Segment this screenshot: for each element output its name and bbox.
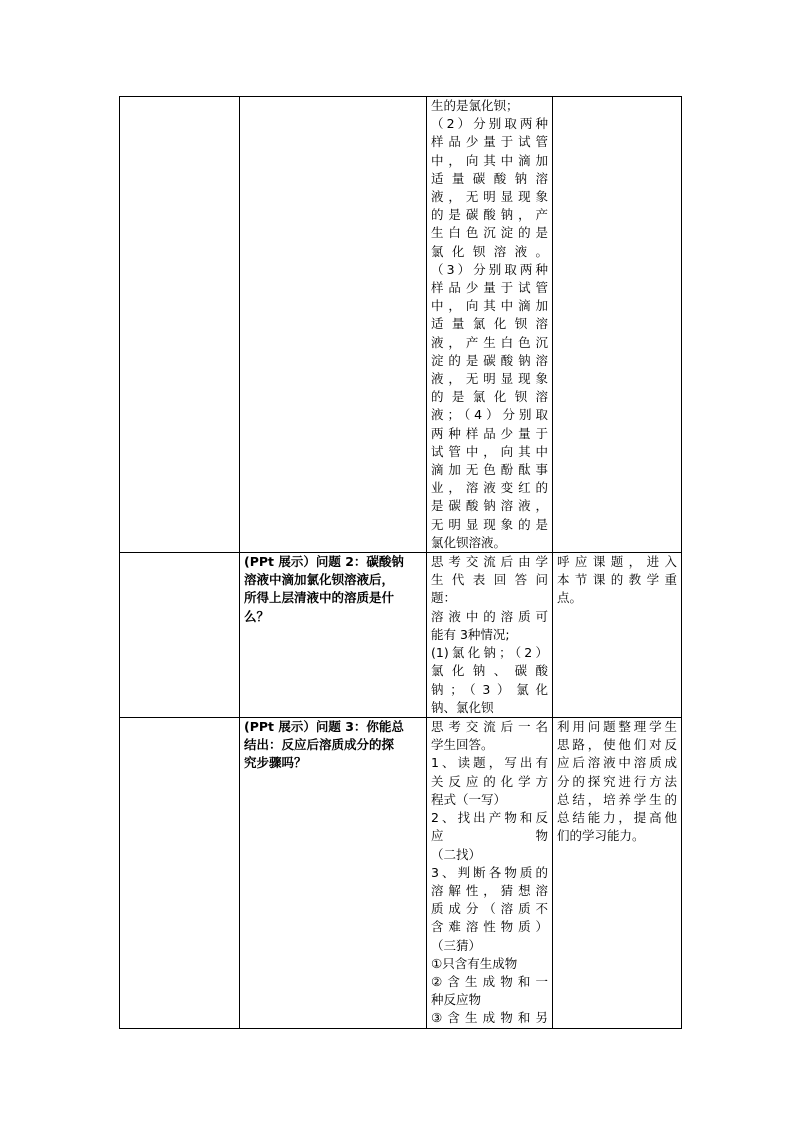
cell-student-activity — [427, 97, 553, 553]
text-line: 的是碳酸钠，产 — [431, 207, 548, 223]
lesson-plan-table — [119, 96, 682, 1029]
text-line: 3、判断各物质的 — [431, 864, 548, 880]
cell-student-activity — [427, 718, 553, 1028]
text-line: 本节课的教学重 — [557, 572, 677, 588]
text-line: （三猜） — [431, 937, 482, 953]
cell-stage — [120, 553, 240, 718]
text-line: 溶液中的溶质可 — [431, 608, 548, 624]
text-line: 呼应课题，进入 — [557, 554, 677, 570]
text-line: 总结，培养学生的 — [557, 791, 677, 807]
text-line: 两种样品少量于 — [431, 425, 548, 441]
text-line: 样品少量于试管 — [431, 280, 548, 296]
cell-design-intent — [553, 97, 682, 553]
text-line: 应 物 — [431, 828, 548, 844]
cell-design-intent — [553, 718, 682, 1028]
cell-student-activity — [427, 553, 553, 718]
text-line: 氯化钡溶液。 — [431, 243, 548, 259]
text-line: 适量氯化钡溶 — [431, 316, 548, 332]
text-line: 氯化钡溶液。 — [431, 534, 507, 550]
cell-teacher-activity — [240, 718, 427, 1028]
text-line: 适量碳酸钠溶 — [431, 170, 548, 186]
text-line: （二找） — [431, 846, 482, 862]
text-line: 应后溶液中溶质成 — [557, 755, 677, 771]
text-line: 1、读题，写出有 — [431, 755, 548, 771]
table-row — [120, 553, 682, 718]
text-line: 液，无明显现象 — [431, 371, 548, 387]
text-line: （2）分别取两种 — [431, 116, 548, 132]
text-line: 试管中，向其中 — [431, 443, 548, 459]
text-line: ①只含有生成物 — [431, 955, 518, 971]
text-line: 关反应的化学方 — [431, 773, 548, 789]
text-line: ②含生成物和一 — [431, 973, 548, 989]
table-row — [120, 718, 682, 1028]
text-line: 样品少量于试管 — [431, 134, 548, 150]
table-row — [120, 97, 682, 553]
text-line: (1)氯化钠；（2） — [431, 645, 548, 661]
text-line: 思路，使他们对反 — [557, 737, 677, 753]
text-line: 中，向其中滴加 — [431, 152, 548, 168]
text-line: 无明显现象的是 — [431, 516, 548, 532]
text-line: 是碳酸钠溶液， — [431, 498, 548, 514]
text-line: 液，无明显现象 — [431, 189, 548, 205]
text-line: 总结能力，提高他 — [557, 810, 677, 826]
text-line: 所得上层清液中的溶质是什 — [244, 590, 395, 606]
text-line: 题： — [431, 590, 457, 606]
text-line: 们的学习能力。 — [557, 828, 645, 844]
cell-teacher-activity — [240, 553, 427, 718]
text-line: 学生回答。 — [431, 737, 494, 753]
text-line: 钠；（3）氯化 — [431, 681, 548, 697]
text-line: 溶解性，猜想溶 — [431, 882, 548, 898]
text-line: 生白色沉淀的是 — [431, 225, 548, 241]
text-line: 淀的是碳酸钠溶 — [431, 352, 548, 368]
text-line: 2、找出产物和反 — [431, 810, 548, 826]
cell-stage — [120, 718, 240, 1028]
text-line: 滴加无色酚酞事 — [431, 462, 548, 478]
text-line: 程式（一写） — [431, 791, 507, 807]
text-line: (PPt 展示）问题 2：碳酸钠 — [244, 554, 404, 570]
text-line: 的是氯化钡溶 — [431, 389, 548, 405]
text-line: 液；（4）分别取 — [431, 407, 548, 423]
text-line: 点。 — [557, 590, 583, 606]
text-line: 能有 3种情况; — [431, 626, 510, 642]
text-line: 含难溶性物质） — [431, 919, 548, 935]
text-line: 生的是氯化钡； — [431, 98, 519, 113]
text-line: 思考交流后一名 — [431, 719, 548, 735]
text-line: (PPt 展示）问题 3：你能总 — [244, 719, 404, 735]
text-line: 究步骤吗？ — [244, 755, 307, 771]
text-line: 钠、氯化钡 — [431, 699, 494, 715]
cell-design-intent — [553, 553, 682, 718]
text-line: 思考交流后由学 — [431, 554, 548, 570]
text-line: 质成分（溶质不 — [431, 901, 548, 917]
text-line: 么？ — [244, 608, 270, 624]
cell-teacher-activity — [240, 97, 427, 553]
text-line: 利用问题整理学生 — [557, 719, 677, 735]
text-line: 液，产生白色沉 — [431, 334, 548, 350]
text-line: 生代表回答问 — [431, 572, 548, 588]
text-line: ③含生成物和另 — [431, 1010, 548, 1026]
text-line: 业，溶液变红的 — [431, 480, 548, 496]
text-line: 分的探究进行方法 — [557, 773, 677, 789]
text-line: 种反应物 — [431, 992, 482, 1008]
text-line: （3）分别取两种 — [431, 261, 548, 277]
cell-stage — [120, 97, 240, 553]
text-line: 溶液中滴加氯化钡溶液后， — [244, 572, 395, 588]
text-line: 结出：反应后溶质成分的探 — [244, 737, 395, 753]
text-line: 氯化钠、碳酸 — [431, 663, 548, 679]
text-line: 中，向其中滴加 — [431, 298, 548, 314]
